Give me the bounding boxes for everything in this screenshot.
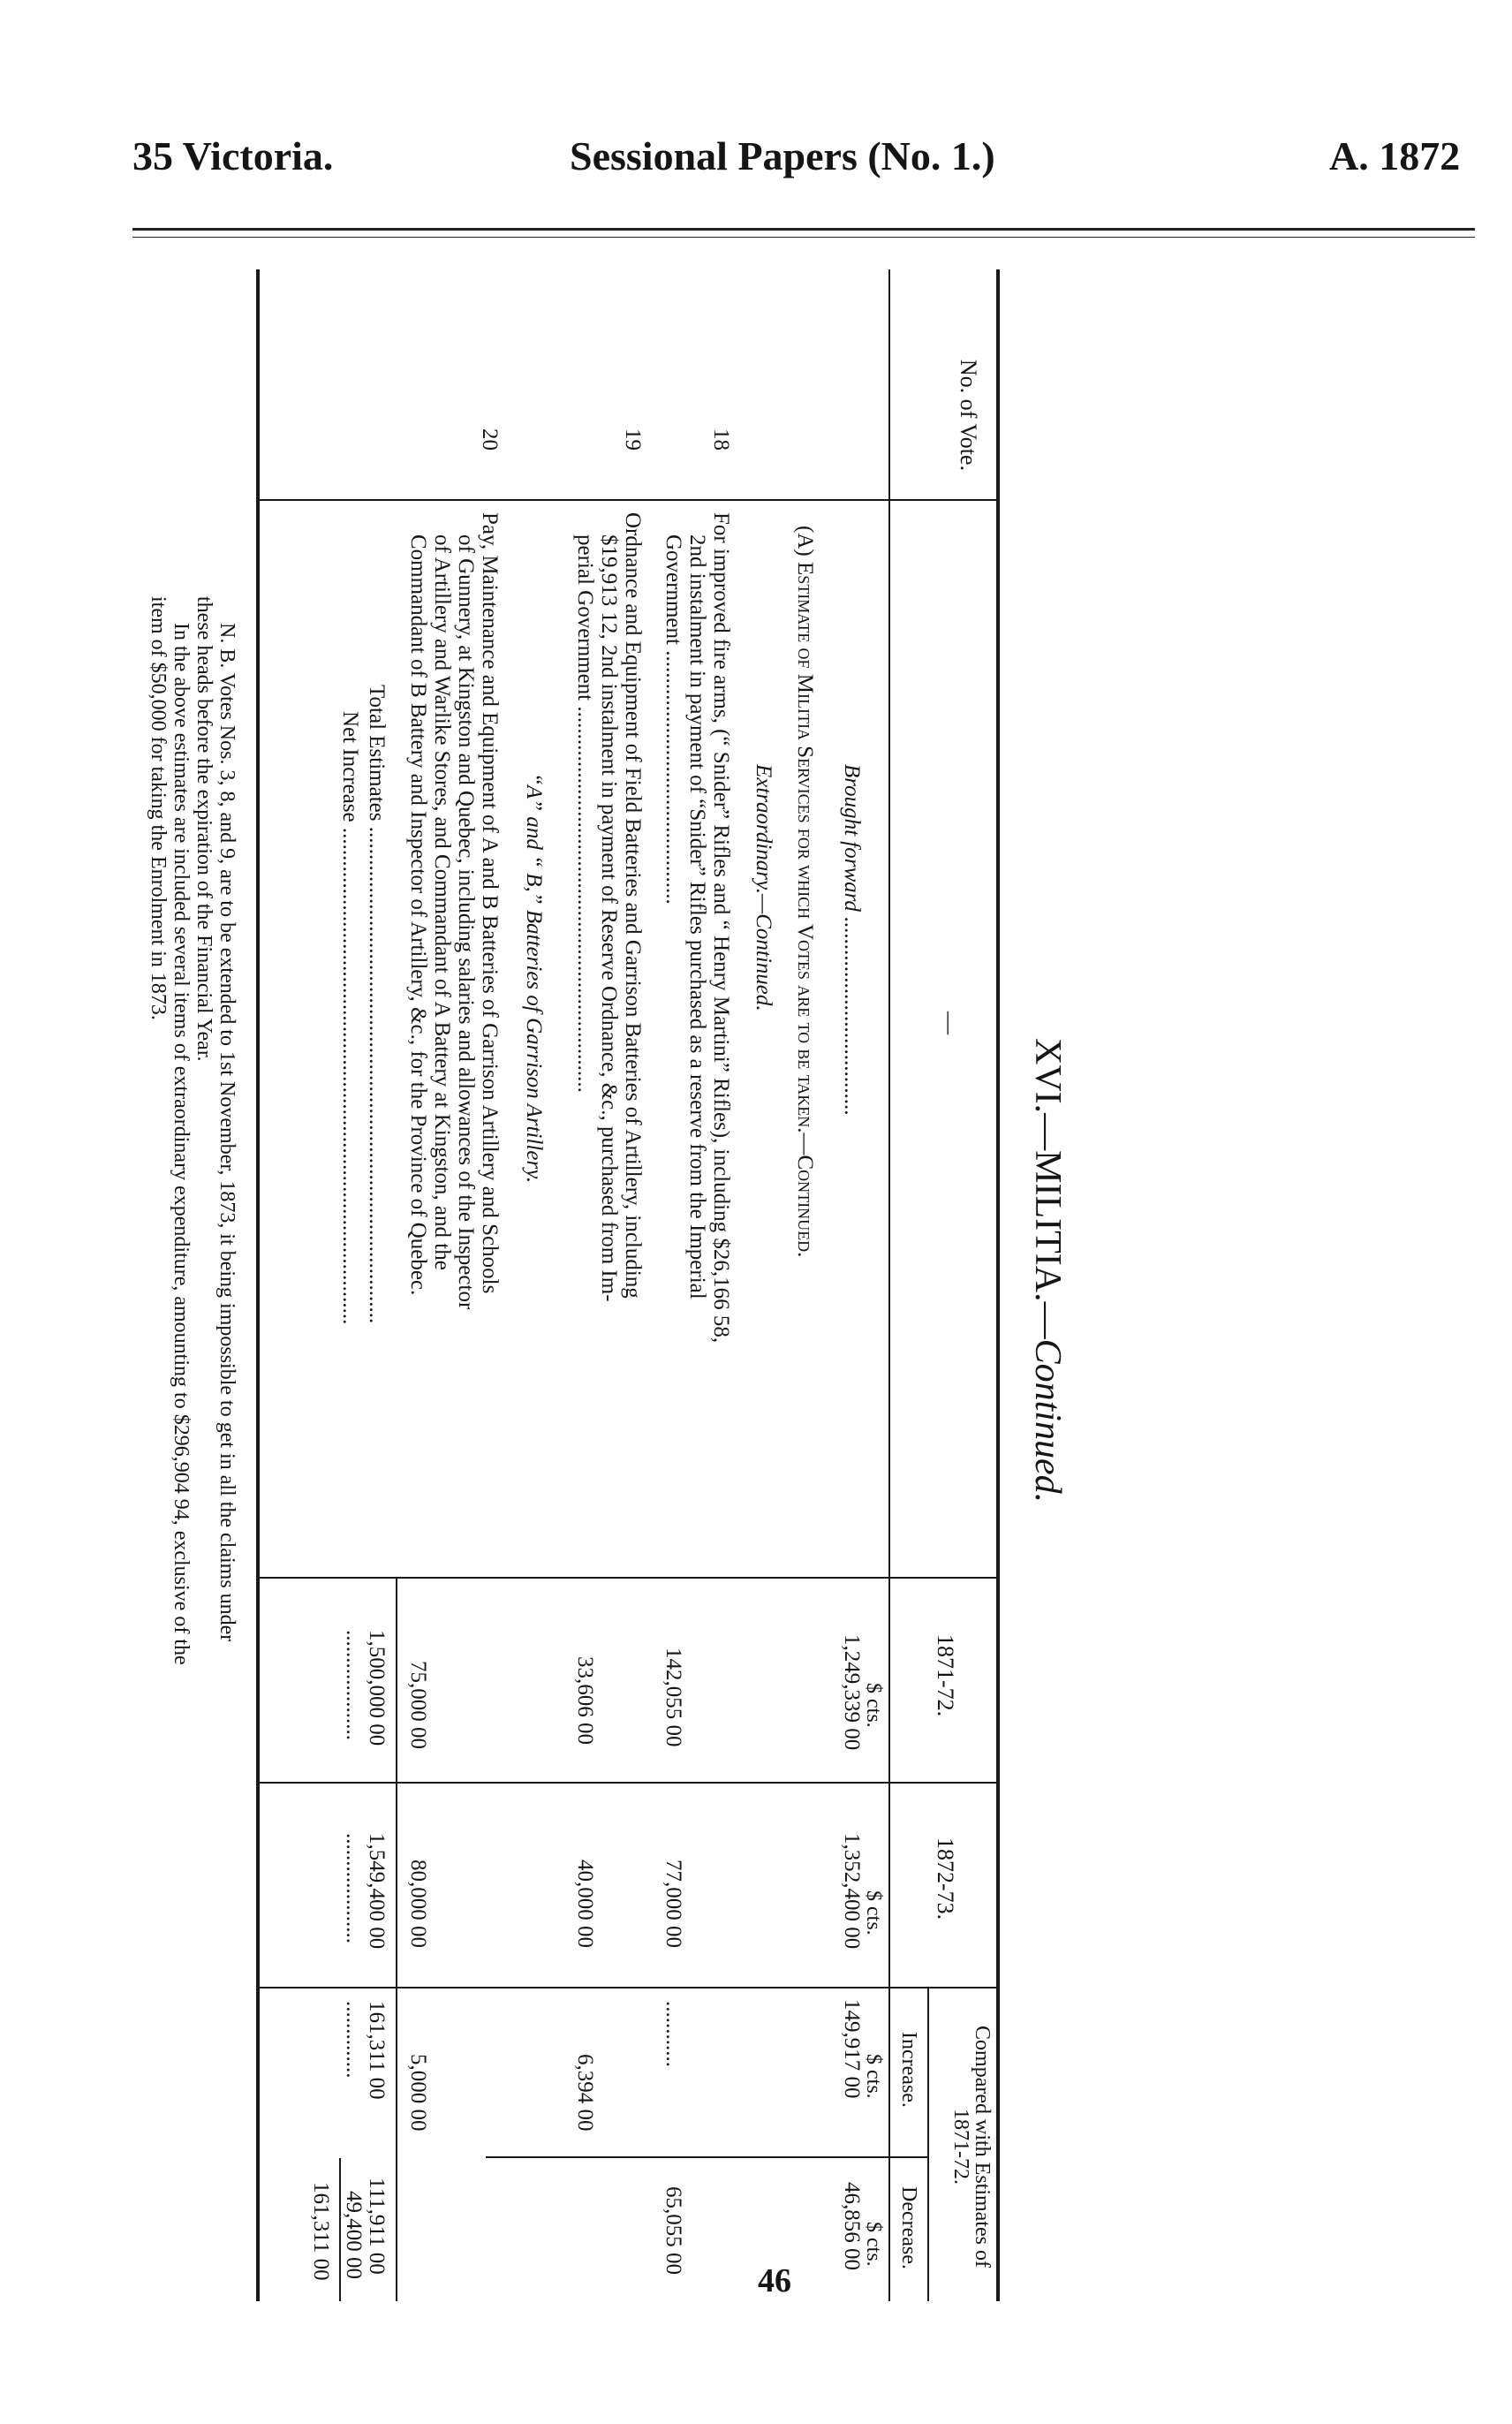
vote-19-1872: 40,000 00 bbox=[573, 1860, 597, 1948]
total-decrease-2: 49,400 00 bbox=[342, 2191, 366, 2279]
page-title bbox=[1026, 1038, 1069, 1503]
vote-20-line-1: Pay, Maintenance and Equipment of A and B Batteries of Garrison Artillery and Schools bbox=[478, 512, 502, 1294]
net-decrease: 161,311 00 bbox=[309, 2182, 333, 2281]
header-center: Sessional Papers (No. 1.) bbox=[570, 133, 995, 178]
vote-19-line-2: $19,913 12, 2nd instalment in payment of Reserve Ordnance, &c., purchased from Im- bbox=[597, 534, 621, 1302]
note-line-4: item of $50,000 for taking the Enrolment in 1873. bbox=[147, 596, 170, 1020]
total-estimates-label: Total Estimates .......................................................................................... bbox=[365, 685, 389, 1324]
vote-20-line-4: Commandant of B Battery and Inspector of Artillery, &c., for the Province of Quebec. bbox=[406, 534, 430, 1296]
section-a-heading: (A) Estimate of Militia Services for which Votes are to be taken.—Continued. bbox=[793, 526, 817, 1258]
vote-18-no: 18 bbox=[709, 428, 733, 451]
col-sep-desc bbox=[260, 1577, 998, 1579]
note-line-2: these heads before the expiration of the Financial Year. bbox=[193, 596, 215, 1062]
page-number: 46 bbox=[758, 2262, 791, 2299]
header-rule-1 bbox=[132, 228, 1475, 231]
vote-20-line-2: of Gunnery, at Kingston and Quebec, including salaries and allowances of the Inspector bbox=[454, 534, 478, 1310]
vote-18-line-3: Government .............................................. bbox=[662, 534, 685, 905]
vote-19-1871: 33,606 00 bbox=[573, 1656, 597, 1745]
col-sep-1872 bbox=[260, 1987, 998, 1988]
brought-forward-1872: 1,352,400 00 bbox=[840, 1833, 864, 1950]
header-rule-2 bbox=[132, 237, 1475, 238]
note-line-3: In the above estimates are included several items of extraordinary expenditure, amounting to $296,904 94, exclusive of the bbox=[170, 623, 193, 1665]
col-header-increase: Increase. bbox=[897, 2032, 920, 2108]
vote-18-increase: ............ bbox=[662, 2001, 685, 2067]
extraordinary-heading: Extraordinary.—Continued. bbox=[752, 764, 775, 1011]
vote-18-line-2: 2nd instalment in payment of “Snider” Rifles purchased as a reserve from the Imperial bbox=[685, 534, 709, 1299]
vote-19-line-3-text: perial Government bbox=[573, 534, 597, 701]
net-increase-label: Net Increase .......................................................................................... bbox=[338, 711, 362, 1325]
net-rule bbox=[339, 2158, 341, 2301]
total-rule bbox=[396, 1579, 397, 2301]
vote-19-increase: 6,394 00 bbox=[573, 2054, 597, 2132]
total-decrease-1: 111,911 00 bbox=[365, 2178, 389, 2275]
vote-20-1872: 80,000 00 bbox=[406, 1860, 430, 1948]
brought-forward-1871: 1,249,339 00 bbox=[840, 1634, 864, 1751]
col-header-1872: 1872-73. bbox=[933, 1837, 958, 1920]
vote-18-1871: 142,055 00 bbox=[662, 1648, 685, 1747]
brought-forward-text: Brought forward bbox=[840, 764, 864, 912]
total-estimates-text: Total Estimates bbox=[365, 685, 389, 822]
brought-forward-label: Brought forward .................................... bbox=[840, 764, 864, 1117]
total-1871: 1,500,000 00 bbox=[365, 1630, 389, 1746]
title-continued: Continued. bbox=[1027, 1338, 1068, 1504]
col-header-compared: Compared with Estimates of 1871-72. bbox=[949, 2026, 994, 2268]
total-1872: 1,549,400 00 bbox=[365, 1833, 389, 1950]
cts-decrease: $ cts. bbox=[862, 2222, 885, 2267]
total-increase: 161,311 00 bbox=[365, 2001, 389, 2100]
table-bottom-rule bbox=[256, 269, 260, 2301]
col-header-decrease: Decrease. bbox=[897, 2186, 920, 2269]
net-increase-dots: .............. bbox=[342, 2001, 366, 2079]
header-right: A. 1872 bbox=[1329, 133, 1461, 178]
compared-sub-rule bbox=[927, 1988, 929, 2301]
col-header-1871: 1871-72. bbox=[933, 1634, 958, 1717]
net-increase-text: Net Increase bbox=[338, 711, 362, 822]
batteries-heading: “A” and “ B,” Batteries of Garrison Artillery. bbox=[522, 773, 546, 1184]
col-header-vote-no: No. of Vote. bbox=[956, 359, 981, 472]
brought-forward-decrease: 46,856 00 bbox=[840, 2182, 864, 2270]
cts-1872: $ cts. bbox=[862, 1890, 885, 1935]
vote-20-line-3: of Artillery and Warlike Stores, and Commandant of A Battery at Kingston, and the bbox=[430, 534, 454, 1270]
col-sep-compared bbox=[486, 2156, 927, 2158]
vote-18-decrease: 65,055 00 bbox=[662, 2186, 685, 2275]
vote-20-increase: 5,000 00 bbox=[406, 2054, 430, 2132]
title-main: XVI.—MILITIA.— bbox=[1027, 1038, 1068, 1339]
vote-18-line-3-text: Government bbox=[662, 534, 685, 645]
net-1871-dots: .................... bbox=[342, 1630, 366, 1740]
col-sep-vote bbox=[260, 499, 998, 501]
header-bottom-rule bbox=[888, 269, 890, 2301]
net-1872-dots: .................... bbox=[342, 1833, 366, 1943]
header-left: 35 Victoria. bbox=[132, 133, 334, 178]
vote-18-line-1: For improved fire arms, (“ Snider” Rifles and “ Henry Martini” Rifles), including $26,166 58, bbox=[709, 512, 733, 1344]
brought-forward-increase: 149,917 00 bbox=[840, 1999, 864, 2099]
vote-20-1871: 75,000 00 bbox=[406, 1661, 430, 1749]
rotated-table-page bbox=[147, 269, 1122, 2301]
note-line-1: N. B. Votes Nos. 3, 8, and 9, are to be extended to 1st November, 1873, it being impossible to get in all the claims under bbox=[215, 623, 238, 1642]
vote-19-line-1: Ordnance and Equipment of Field Batteries and Garrison Batteries of Artillery, including bbox=[621, 512, 645, 1299]
col-header-description: — bbox=[937, 1011, 963, 1034]
cts-1871: $ cts. bbox=[862, 1683, 885, 1728]
vote-18-1872: 77,000 00 bbox=[662, 1860, 685, 1948]
cts-increase: $ cts. bbox=[862, 2054, 885, 2099]
vote-19-line-3: perial Government ...................................................................... bbox=[573, 534, 597, 1093]
table-top-rule bbox=[996, 269, 1000, 2301]
col-sep-1871 bbox=[260, 1782, 998, 1784]
vote-20-no: 20 bbox=[478, 428, 502, 451]
vote-19-no: 19 bbox=[621, 428, 645, 451]
